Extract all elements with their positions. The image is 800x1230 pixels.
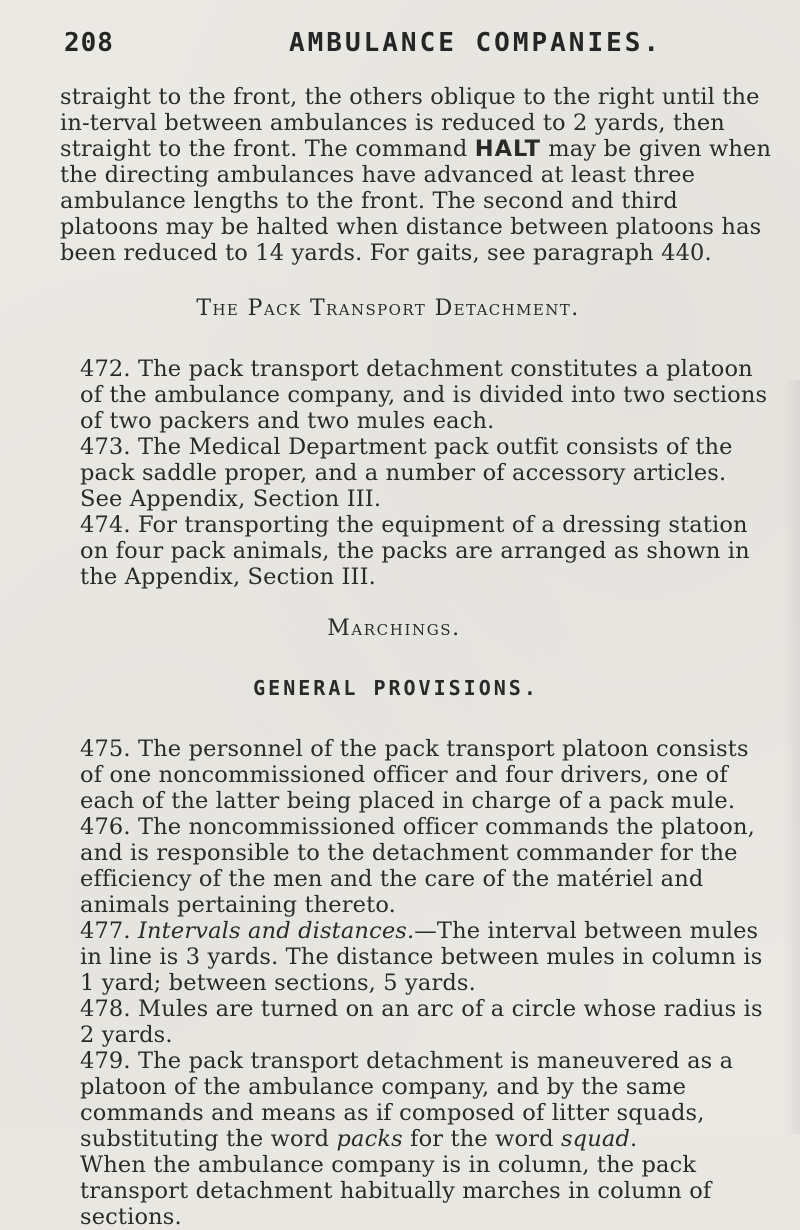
running-head: AMBULANCE COMPANIES. (289, 28, 663, 58)
continuation-text-a: straight to the front, the others oblique to the right until the in-terval between ambulances is reduced to 2 yards, then straight to the front. The command (60, 84, 760, 162)
page-header (64, 22, 764, 62)
paragraph-final: When the ambulance company is in column, the pack transport detachment habitually marches in column of sections. (80, 1152, 712, 1230)
paragraph-474: 474. For transporting the equipment of a dressing station on four pack animals, the packs are arranged as shown in the Appendix, Section III. (80, 512, 750, 590)
marchings-paragraphs (60, 736, 772, 1230)
paragraph-478: 478. Mules are turned on an arc of a circle whose radius is 2 yards. (80, 996, 763, 1048)
paragraph-477 (60, 918, 772, 996)
page-number: 208 (64, 28, 114, 58)
paragraph-479 (60, 1048, 772, 1152)
paragraph-473: 473. The Medical Department pack outfit consists of the pack saddle proper, and a number of accessory articles. See Appendix, Section III. (80, 434, 733, 512)
paragraph-479-text-b: for the word (402, 1126, 561, 1152)
pack-transport-paragraphs (60, 356, 772, 590)
paragraph-479-text-a: 479. The pack transport detachment is maneuvered as a platoon of the ambulance company, and by the same commands and means as if composed of litter squads, substituting the word (80, 1048, 734, 1152)
paragraph-479-italic-packs: packs (336, 1126, 403, 1152)
command-halt: HALT (474, 136, 541, 162)
paragraph-472: 472. The pack transport detachment constitutes a platoon of the ambulance company, and is divided into two sections of two packers and two mules each. (80, 356, 768, 434)
paragraph-479-italic-squad: squad (560, 1126, 630, 1152)
subheading-general-provisions: GENERAL PROVISIONS. (253, 676, 539, 700)
section-heading-pack-transport: The Pack Transport Detachment. (196, 296, 580, 321)
paragraph-477-text: —The interval between mules in line is 3 yards. The distance between mules in column is 1 yard; between sections, 5 yards. (80, 918, 763, 996)
paragraph-479-text-c: . (630, 1126, 638, 1152)
paragraph-476: 476. The noncommissioned officer commands the platoon, and is responsible to the detachment commander for the efficiency of the men and the care of the matériel and animals pertaining thereto. (80, 814, 755, 918)
paragraph-475: 475. The personnel of the pack transport platoon consists of one noncommissioned officer and four drivers, one of each of the latter being placed in charge of a pack mule. (80, 736, 749, 814)
page-edge-shadow (782, 380, 800, 1134)
continuation-text-b: may be given when the directing ambulances have advanced at least three ambulance lengths to the front. The second and third platoons may be halted when distance between platoons has been reduced to 14 yards. For gaits, see paragraph 440. (60, 136, 772, 266)
continuation-paragraph (60, 84, 772, 266)
paragraph-477-title: Intervals and distances. (138, 918, 415, 944)
paragraph-477-number: 477. (80, 918, 138, 944)
section-heading-marchings: Marchings. (327, 616, 461, 641)
